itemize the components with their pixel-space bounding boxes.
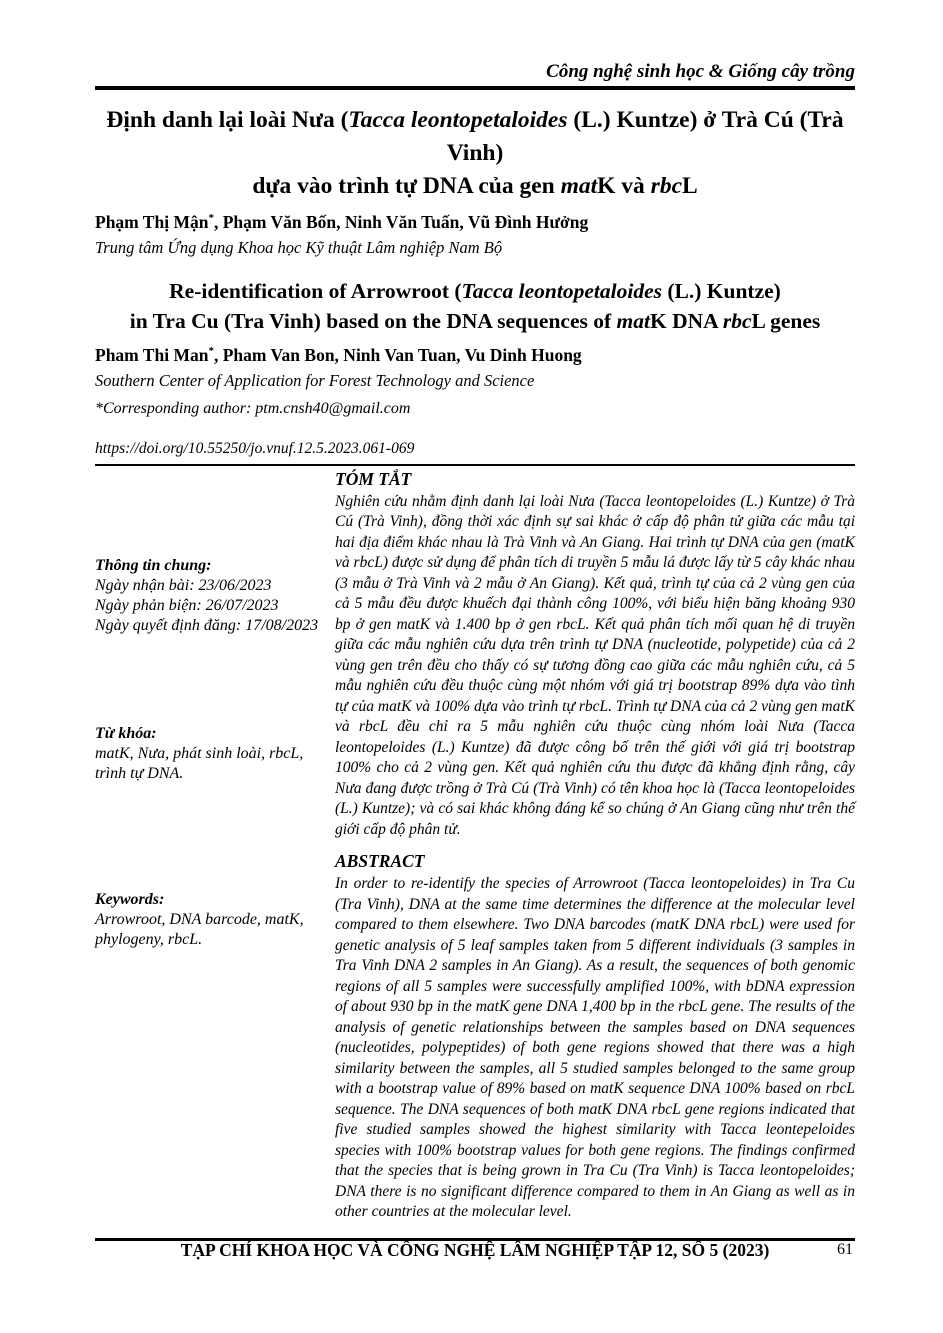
keywords-vi-list: matK, Nưa, phát sinh loài, rbcL, trình tự DNA. xyxy=(95,744,304,782)
corresponding-asterisk: * xyxy=(208,212,214,224)
keywords-en-heading: Keywords: xyxy=(95,890,165,908)
review-date: Ngày phản biện: 26/07/2023 xyxy=(95,596,279,614)
tom-tat-heading: TÓM TẮT xyxy=(335,468,412,489)
gene-rbcl-italic: rbc xyxy=(722,308,752,333)
title-vi-segment: K và xyxy=(597,173,651,199)
abstracts-column xyxy=(335,466,855,1238)
title-en-line1 xyxy=(95,276,855,306)
title-en-segment: K DNA xyxy=(650,308,723,333)
authors-english xyxy=(95,341,855,366)
page-footer xyxy=(95,1240,855,1261)
affiliation-english: Southern Center of Application for Forest Technology and Science xyxy=(95,370,535,390)
species-name-italic: Tacca leontopetaloides xyxy=(348,107,568,133)
title-en-segment: in Tra Cu (Tra Vinh) based on the DNA sequences of xyxy=(129,308,617,333)
title-en-segment: (L.) Kuntze) xyxy=(662,278,781,303)
received-date: Ngày nhận bài: 23/06/2023 xyxy=(95,576,272,594)
article-info-column xyxy=(95,466,335,1238)
title-vietnamese xyxy=(95,104,855,203)
author-names: , Pham Van Bon, Ninh Van Tuan, Vu Dinh Huong xyxy=(213,344,582,365)
authors-vietnamese xyxy=(95,208,855,233)
abstract-vietnamese-body: Nghiên cứu nhằm định danh lại loài Nưa (Tacca leontopeloides (L.) Kuntze) ở Trà Cú (Trà Vinh), đồng thời xác định sự sai khác ở cấp độ phân tử giữa các mẫu tại hai địa điểm khác nhau là Trà Vinh và An Giang. Hai trình tự DNA của gen (matK và rbcL) được sử dụng để phân tích di truyền 5 mẫu lá được lấy từ 5 cây khác nhau (3 mẫu ở Trà Vinh và 2 mẫu ở An Giang). Kết quả, trình tự của cả 2 vùng gen của cả 5 mẫu đều được khuếch đại thành công 100%, với biểu hiện băng khoảng 930 bp ở gen matK và 1.400 bp ở gen rbcL. Kết quả phân tích mối quan hệ di truyền giữa các mẫu nghiên cứu dựa trên trình tự DNA (nucleotide, polypetide) của cả 2 vùng gen trên đều cho thấy có sự tương đồng cao giữa các mẫu nghiên cứu, cả 5 mẫu nghiên cứu đều thuộc cùng một nhóm với giá trị bootstrap 89% dựa vào tình tự của matK và 100% dựa vào trình tự rbcL. Trình tự DNA của cả 2 vùng gen matK và rbcL đều chỉ ra 5 mẫu nghiên cứu thuộc cùng nhóm loài Nưa (Tacca leontopeloides (L.) Kuntze) đã được công bố trên thế giới với giá trị bootstrap 100% cho cả 2 vùng gen. Kết quả nghiên cứu thu được đã khẳng định rằng, cây Nưa đang được trồng ở Trà Cú (Trà Vinh) có tên khoa học là (Tacca leontopeloides (L.) Kuntze); và có sai khác không đáng kể so chúng ở An Giang cũng như trên thế giới cấp độ phân tử. xyxy=(335,492,855,838)
keywords-vi-block xyxy=(95,724,335,784)
title-en-line2 xyxy=(95,306,855,336)
doi-link: https://doi.org/10.55250/jo.vnuf.12.5.2023.061-069 xyxy=(95,439,415,457)
title-vi-segment: Định danh lại loài Nưa ( xyxy=(106,107,349,133)
title-vi-line1 xyxy=(95,104,855,170)
keywords-vi-heading: Từ khóa: xyxy=(95,724,157,742)
general-info-block xyxy=(95,556,335,636)
title-english xyxy=(95,276,855,336)
corresponding-author-line: *Corresponding author: ptm.cnsh40@gmail.com xyxy=(95,399,411,417)
title-vi-segment: L xyxy=(682,173,698,199)
gene-matk-italic: mat xyxy=(560,173,598,199)
keywords-en-block xyxy=(95,890,335,950)
abstract-heading: ABSTRACT xyxy=(335,851,425,872)
accepted-date: Ngày quyết định đăng: 17/08/2023 xyxy=(95,616,319,634)
keywords-en-list: Arrowroot, DNA barcode, matK, phylogeny, rbcL. xyxy=(95,910,304,948)
abstract-english-body: In order to re-identify the species of Arrowroot (Tacca leontopeloides) in Tra Cu (Tra Vinh), DNA at the same time determines the difference at the molecular level compared to them elsewhere. Two DNA barcodes (matK DNA rbcL) were used for genetic analysis of 5 leaf samples taken from 5 different individuals (3 samples in Tra Vinh DNA 2 samples in An Giang). As a result, the sequences of both genomic regions of all 5 samples were successfully amplified 100%, with bDNA expression of about 930 bp in the matK gene DNA 1,400 bp in the rbcL gene. The results of the analysis of genetic relationships between the samples based on DNA sequences (nucleotides, polypeptides) of both gene regions showed that there was a high similarity between the samples, all 5 studied samples belonged to the same group with a bootstrap value of 89% based on matK sequence DNA 100% based on rbcL sequence. The DNA sequences of both matK DNA rbcL gene regions indicated that five studied samples showed the highest similarity with Tacca leontepeloides species with 100% bootstrap values for both gene regions. The findings confirmed that the species that is being grown in Tra Cu (Tra Vinh) is Tacca leontopeloides; DNA there is no significant difference compared to them in An Giang as well as in other countries at the molecular level. xyxy=(335,875,855,1221)
journal-footer-line: TẠP CHÍ KHOA HỌC VÀ CÔNG NGHỆ LÂM NGHIỆP TẬP 12, SỐ 5 (2023) xyxy=(180,1240,770,1260)
title-vi-segment: (L.) Kuntze) ở Trà Cú (Trà Vinh) xyxy=(446,107,844,166)
general-info-heading: Thông tin chung: xyxy=(95,556,212,574)
title-en-segment: Re-identification of Arrowroot ( xyxy=(169,278,462,303)
gene-matk-italic: mat xyxy=(616,308,650,333)
journal-section-header: Công nghệ sinh học & Giống cây trồng xyxy=(546,61,855,82)
header-rule xyxy=(95,86,855,90)
author-name: Pham Thi Man xyxy=(95,344,209,365)
corresponding-asterisk: * xyxy=(208,344,214,357)
gene-rbcl-italic: rbc xyxy=(650,173,682,199)
abstract-section xyxy=(95,466,855,1238)
author-names: , Phạm Văn Bốn, Ninh Văn Tuấn, Vũ Đình Hưởng xyxy=(213,211,589,232)
title-vi-segment: dựa vào trình tự DNA của gen xyxy=(252,173,561,199)
author-name: Phạm Thị Mận xyxy=(95,211,209,232)
title-vi-line2 xyxy=(95,170,855,203)
species-name-italic: Tacca leontopetaloides xyxy=(461,278,662,303)
page-number: 61 xyxy=(837,1241,853,1258)
affiliation-vietnamese: Trung tâm Ứng dụng Khoa học Kỹ thuật Lâm nghiệp Nam Bộ xyxy=(95,237,503,257)
title-en-segment: L genes xyxy=(751,308,821,333)
